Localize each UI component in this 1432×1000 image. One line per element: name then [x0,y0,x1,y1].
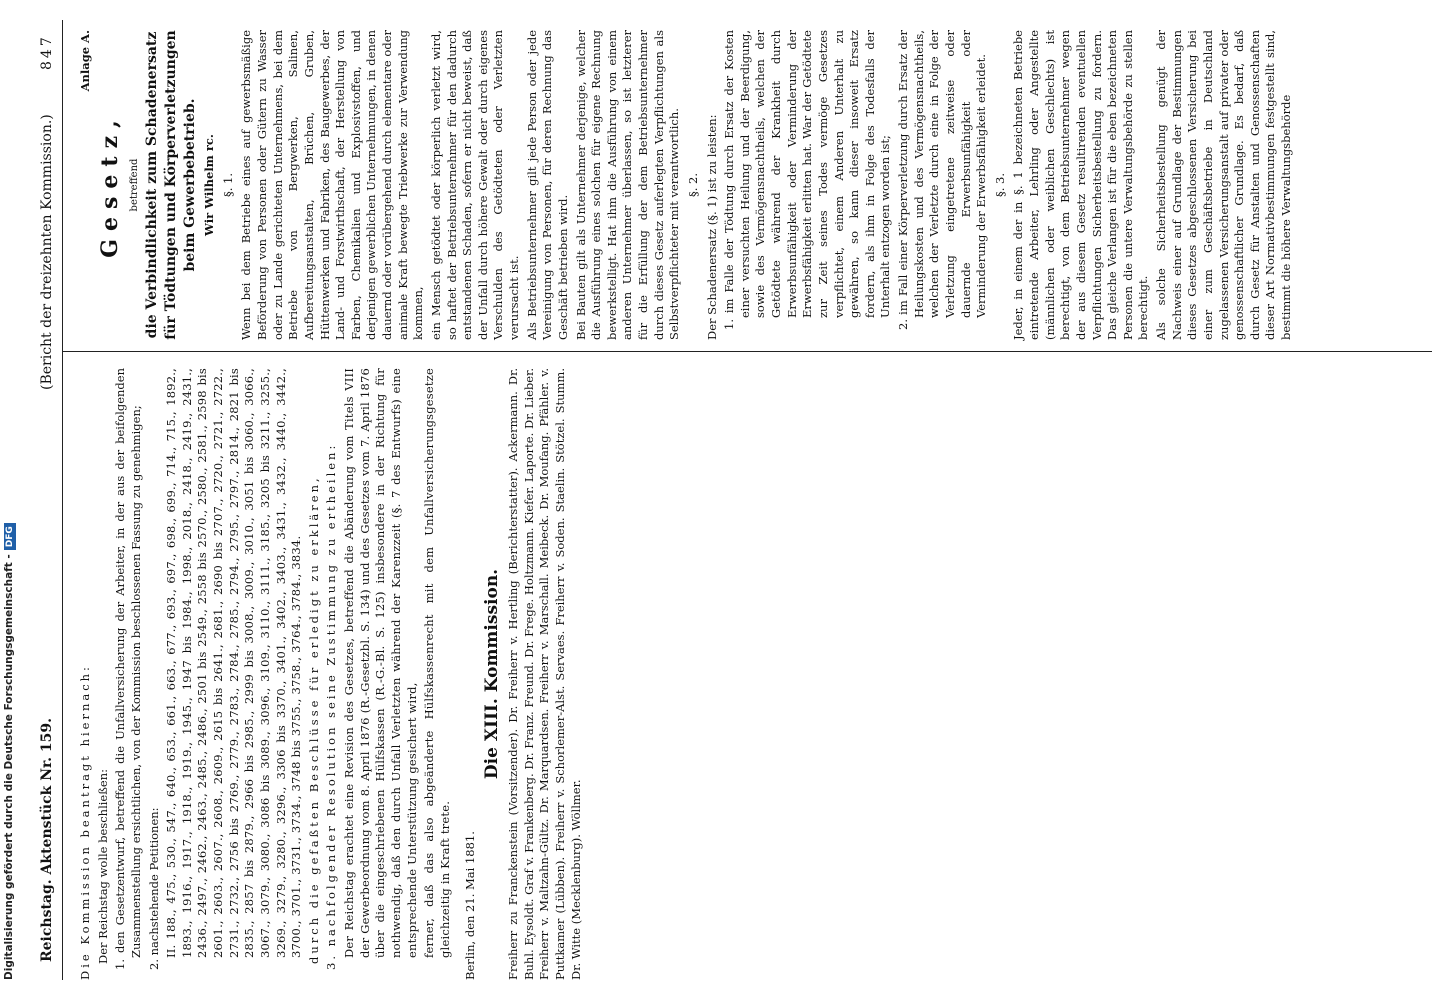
item-2-tail: durch die gefaßten Beschlüsse für erledigt zu erklären, [306,475,321,964]
section-3-heading: §. 3. [992,172,1007,198]
commission-members: Freiherr zu Franckenstein (Vorsitzender). Dr. Freiherr v. Hertling (Berichterstatter). Ackermann. Dr. Buhl. Eysoldt. Graf v. Frankenberg. Dr. Franz. Freund. Dr. Frege. Holtzmann. Kiefer. Laporte. Dr. Lieber. Freiherr v. Maltzahn-Gültz. Dr. Marquardsen. Freiherr v. Marschall. Meibeck. Dr. Moufang. Pfähler. v. Puttkamer (Lübben). Freiherr v. Schorlemer-Alst. Servaes. Freiherr v. Soden. Staelin. Stötzel. Stumm. Dr. Witte (Mecklenburg). Wöllmer. [506,368,583,980]
section-1-para-2: ein Mensch getödtet oder körperlich verletzt wird, so haftet der Betriebsunternehmer für den dadurch entstandenen Schaden, sofern er nicht beweist, daß der Unfall durch höhere Gewalt oder durch eigenes Verschulden des Getödteten oder Verletzten verursacht ist. [428,30,522,340]
section-3-para-1: Jeder, in einem der in §. 1 bezeichneten Betriebe eintretende Arbeiter, Lehrling oder Angestellte (männlichen oder weiblichen Geschlechts) ist berechtigt, von dem Betriebsunternehmer wegen der aus diesem Gesetz resultirenden eventuellen Verpflichtungen Sicherheitsbestellung zu fordern. Das gleiche Verlangen ist für die eben bezeichneten Personen die untere Verwaltungsbehörde zu stellen berechtigt. [1011,30,1151,340]
commission-title: Die XIII. Kommission. [482,568,502,780]
law-subtitle: die Verbindlichkeit zum Schadenersatz für Tödtungen und Körperverletzungen beim Gewerbebetrieb. [144,30,199,340]
resolution-text: Der Reichstag erachtet eine Revision des Gesetzes, betreffend die Abänderung vom Titels VIII der Gewerbeordnung vom 8. April 1876 (R.-Gesetzbl. S. 134) und des Gesetzes vom 7. April 1876 über die eingeschriebenen Hülfskassen (R.-G.-Bl. S. 125) insbesondere in der Richtung für nothwendig, daß den durch Unfall Verletzten während der Karenzzeit (§. 7 des Entwurfs) eine entsprechende Unterstützung gesichert wird, [342,368,419,958]
digitization-watermark [2,380,16,980]
section-2-heading: §. 2. [685,172,700,198]
watermark-text: Digitalisierung gefördert durch die Deutsche Forschungsgemeinschaft - [3,554,15,980]
header-divider [62,20,63,980]
column-divider [62,351,1432,352]
page-number: 847 [39,34,55,70]
item-3: 3. nachfolgender Resolution seine Zustimmung zu ertheilen: [324,442,339,970]
intro-line: Die Kommission beantragt hiernach: [78,664,92,980]
resolution-text-2: ferner, daß das also abgeänderte Hülfskassenrecht mit dem Unfallversicherungsgesetze gleichzeitig in Kraft trete. [422,368,452,958]
date-line: Berlin, den 21. Mai 1881. [463,831,478,980]
page-header [34,0,62,1000]
law-concerning: betreffend [128,158,140,212]
left-column [78,368,586,980]
resolve-line: Der Reichstag wolle beschließen: [95,769,110,964]
dfg-logo: DFG [4,523,16,550]
annex-label: Anlage A. [78,30,92,92]
section-3-para-2: Als solche Sicherheitsbestellung genügt der Nachweis einer auf Grundlage der Bestimmungen dieses Gesetzes abgeschlossenen Versicherung bei einer zum Geschäftsbetriebe in Deutschland zugelassenen Versicherungsanstalt auf privater oder genossenschaftlicher Grundlage. Es bedarf, daß durch Gesetz für Anstalten und Genossenschaften dieser Art Normativbestimmungen festgestellt sind, bestimmt die höhere Verwaltungsbehörde [1154,30,1294,340]
emperor-line: Wir Wilhelm rc. [202,134,217,236]
law-title: Gesetz, [96,112,123,258]
section-2-para-1: Der Schadenersatz (§. 1) ist zu leisten: [704,114,719,340]
header-left-title: Reichstag. Aktenstück Nr. 159. [39,718,55,962]
section-2-item-2: 2. im Fall einer Körperverletzung durch Ersatz der Heilungskosten und des Vermögensnachtheils, welchen der Verletzte durch eine in Folge der Verletzung eingetretene zeitweise oder dauernde Erwerbsunfähigkeit oder Verminderung der Erwerbsfähigkeit erleidet. [896,30,989,330]
item-1: 1. den Gesetzentwurf, betreffend die Unfallversicherung der Arbeiter, in der aus der beifolgenden Zusammenstellung ersichtlichen, von der Kommission beschlossenen Fassung zu genehmigen; [113,368,143,970]
section-1-heading: §. 1. [220,172,235,198]
header-center-title: (Bericht der dreizehnten Kommission.) [39,114,55,390]
right-column [78,30,1297,340]
section-1-para-4: Bei Bauten gilt als Unternehmer derjenige, welcher die Ausführung eines solchen für eigene Rechnung bewerkstelligt. Hat ihm die Ausführung von einem anderen Unternehmer überlassen, so ist letzterer für die Erfüllung der dem Betriebsunternehmer durch dieses Gesetz auferlegten Verpflichtungen als Selbstverpflichteter mit verantwortlich. [573,30,682,340]
section-2-item-1: 1. im Falle der Tödtung durch Ersatz der Kosten einer versuchten Heilung und der Beerdigung, sowie des Vermögensnachtheils, welchen der Getödtete während der Krankheit durch Erwerbsunfähigkeit oder Verminderung der Erwerbsfähigkeit erlitten hat. War der Getödtete zur Zeit seines Todes vermöge Gesetzes verpflichtet, einem Anderen Unterhalt zu gewähren, so kann dieser insoweit Ersatz fordern, als ihm in Folge des Todesfalls der Unterhalt entzogen worden ist; [722,30,893,330]
petition-numbers: II. 188., 475., 530., 547., 640., 653., 661., 663., 677., 693., 697., 698., 699., 714., 715., 1892., 1893., 1916., 1917., 1918., 1919., 1945., 1947 bis 1984., 1998., 2018., 2418., 2419., 2431., 2436., 2497., 2462., 2463., 2485., 2486., 2501 bis 2549., 2558 bis 2570., 2580., 2581., 2598 bis 2601., 2603., 2607., 2608., 2609., 2615 bis 2641., 2681., 2690 bis 2707., 2720., 2721., 2722., 2731., 2732., 2756 bis 2769., 2779., 2783., 2784., 2785., 2794., 2795., 2797., 2814., 2821 bis 2835., 2857 bis 2879., 2966 bis 2985., 2999 bis 3008., 3009., 3010., 3051 bis 3060., 3066., 3067., 3079., 3080., 3086 bis 3089., 3096., 3109., 3110., 3111., 3185., 3205 bis 3211., 3255., 3269., 3279., 3280., 3296., 3306 bis 3370., 3401., 3402., 3403., 3431., 3432., 3440., 3442., 3700., 3701., 3731., 3734., 3748 bis 3755., 3758., 3764., 3784., 3834. [164,368,304,958]
item-2: 2. nachstehende Petitionen: [146,807,161,970]
section-1-para-1: Wenn bei dem Betriebe eines auf gewerbsmäßige Beförderung von Personen oder Gütern zu Wasser oder zu Lande gerichteten Unternehmens, bei dem Betriebe von Bergwerken, Salinen, Aufbereitungsanstalten, Brüchen, Gruben, Hüttenwerken und Fabriken, des Baugewerbes, der Land- und Forstwirthschaft, der Herstellung von Farben, Chemikalien und Explosivstoffen, und derjenigen gewerblichen Unternehmungen, in denen dauernd oder vorübergehend durch elementare oder animale Kraft bewegte Triebwerke zur Verwendung kommen, [239,30,426,340]
section-1-para-3: Als Betriebsunternehmer gilt jede Person oder jede Vereinigung von Personen, für deren Rechnung das Geschäft betrieben wird. [524,30,570,340]
